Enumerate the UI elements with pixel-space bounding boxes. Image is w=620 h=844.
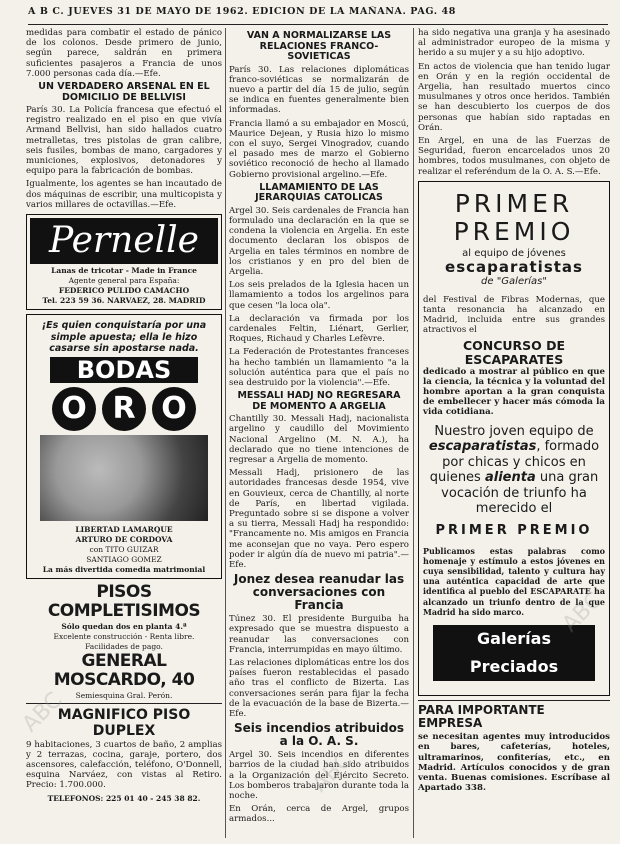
page-header: A B C. JUEVES 31 DE MAYO DE 1962. EDICION DE LA MAÑANA. PAG. 48 xyxy=(28,6,608,25)
letter-badge: O xyxy=(52,387,96,431)
ad-body: dedicado a mostrar al público en que la ciencia, la técnica y la voluntad del hombre aportan a la gran conquista de embellecer y hacer más cómoda la vida cotidiana. xyxy=(423,366,605,418)
ad-body: Publicamos estas palabras como homenaje y estímulo a estos jóvenes en cuya sensibilidad, talento y cultura hay una auténtica capacidad de arte que identifica al pueblo del ESCAPARATE ha alcanzado un triunfo dentro de la que Madrid ha sido marco. xyxy=(423,545,605,617)
ad-line: Excelente construcción - Renta libre. xyxy=(53,631,195,641)
ad-line: Lanas de tricotar - Made in France xyxy=(51,266,197,276)
slogan-part: escaparatistas xyxy=(428,439,537,455)
slogan-part: , formado por chicas y chicos en quienes xyxy=(429,439,600,486)
ad-line: Agente general para España: xyxy=(68,276,180,286)
article-paragraph: Argel 30. Seis incendios en diferentes barrios de la ciudad han sido atribuidos a la Organización del Ejército Secreto. Los bomberos trabajaron durante toda la noche. xyxy=(229,750,409,802)
ad-line: Sólo quedan dos en planta 4.ª xyxy=(61,621,187,631)
ad-body: se necesitan agentes muy introducidos en bares, cafeterías, hoteles, ultramarinos, confiterías, etc., en Madrid. Artículos conocidos y de gran venta. Buenas comisiones. Escríbase al Apartado 338. xyxy=(418,732,610,794)
article-paragraph: Igualmente, los agentes se han incautado de dos máquinas de escribir, una multicopista y varios millares de octavillas.—Efe. xyxy=(26,179,222,210)
article-paragraph: ha sido negativa una granja y ha asesinado al administrador europeo de la misma y herido a su mujer y a su hijo adoptivo. xyxy=(418,28,610,59)
article-paragraph: En actos de violencia que han tenido lugar en Orán y en la región occidental de Argelia, han resultado muertos cinco musulmanes y otros once heridos. También se han descubierto los cuerpos de dos personas que habían sido raptadas en Orán. xyxy=(418,61,610,133)
column-divider xyxy=(413,28,414,838)
divider xyxy=(418,700,610,701)
article-paragraph: En Orán, cerca de Argel, grupos armados... xyxy=(229,804,409,825)
article-paragraph: En Argel, en una de las Fuerzas de Seguridad, fueron encarcelados unos 20 hombres, todos musulmanes, con objeto de realizar el referéndum de la O. A. S.—Efe. xyxy=(418,136,610,177)
premio-title-2: PRIMER PREMIO xyxy=(435,522,593,538)
column-right xyxy=(418,28,610,840)
cast-line: ARTURO DE CORDOVA xyxy=(75,534,173,544)
headline-arsenal: UN VERDADERO ARSENAL EN EL DOMICILIO DE BELLVISI xyxy=(38,81,210,103)
article-paragraph: Francia llamó a su embajador en Moscú, Maurice Dejean, y Rusia hizo lo mismo con el suyo, Sergei Vinogradov, cuando el pasado mes de marzo el Gobierno soviético reconoció de hecho al llamado Gobierno provisional argelino.—Efe. xyxy=(229,118,409,180)
watermark: ABC xyxy=(17,687,68,738)
ad-line: escaparatistas xyxy=(445,257,583,276)
headline-jerarquias: LLAMAMIENTO DE LAS JERARQUIAS CATOLICAS xyxy=(255,181,383,204)
slogan-part: alienta xyxy=(484,470,536,486)
ad-body: del Festival de Fibras Modernas, que tanta resonancia ha alcanzado en Madrid, incluida entre sus grandes atractivos el xyxy=(423,294,605,336)
ad-title: MAGNIFICO PISO DUPLEX xyxy=(57,706,191,739)
ad-slogan xyxy=(423,424,605,517)
ad-galerias-premio xyxy=(418,181,610,696)
pernelle-logo: Pernelle xyxy=(30,218,218,264)
film-quote: ¡Es quien conquistaría por una simple apuesta; ella le hizo casarse sin apostarse nada. xyxy=(41,320,207,355)
cast-line: LIBERTAD LAMARQUE xyxy=(75,524,173,534)
ad-bodas-de-oro xyxy=(26,314,222,579)
ad-address: GENERAL MOSCARDO, 40 xyxy=(53,650,195,690)
galerias-logo: Galerías Preciados xyxy=(433,625,595,681)
ad-line: al equipo de jóvenes xyxy=(462,247,566,259)
article-paragraph: Túnez 30. El presidente Burguiba ha expresado que se muestra dispuesto a reanudar las conversaciones con Francia, interrumpidas en mayo último. xyxy=(229,614,409,655)
column-divider xyxy=(225,28,226,838)
cast-line: SANTIAGO GOMEZ xyxy=(86,554,162,564)
headline-incendios: Seis incendios atribuidos a la O. A. S. xyxy=(233,721,405,749)
letter-badge: O xyxy=(152,387,196,431)
ad-title: PARA IMPORTANTE EMPRESA xyxy=(418,703,545,731)
film-tagline: La más divertida comedia matrimonial xyxy=(42,564,206,574)
article-paragraph: La Federación de Protestantes franceses ha hecho también un llamamiento "a la solución auténtica para que el país no sea destruido por la violencia".—Efe. xyxy=(229,347,409,388)
headline-relaciones: VAN A NORMALIZARSE LAS RELACIONES FRANCO-SOVIETICAS xyxy=(246,30,392,62)
article-paragraph: Argel 30. Seis cardenales de Francia han formulado una declaración en la que se condena la violencia en Argelia. En este documento declaran los obispos de Argelia en tales términos en nombre de los cristianos y en pro del bien de Argelia. xyxy=(229,205,409,277)
cast-line: con TITO GUIZAR xyxy=(89,544,159,554)
film-title-oro xyxy=(30,387,218,431)
watermark: ABC xyxy=(557,587,608,638)
ad-line: de "Galerías" xyxy=(481,275,547,287)
premio-title: PRIMER PREMIO xyxy=(453,188,575,246)
ad-body: 9 habitaciones, 3 cuartos de baño, 2 amplias y 2 terrazas, cocina, garaje, portero, dos ascensores, calefacción, teléfono, O'Donnell, esquina Narváez, con vistas al Retiro. Precio: 1.700.000. xyxy=(26,739,222,791)
ad-line: Tel. 223 59 36. NARVAEZ, 28. MADRID xyxy=(42,296,206,306)
article-paragraph: medidas para combatir el estado de pánico de los colonos. Desde primero de junio, según parece, saldrán en primera suficientes pasajeros a Francia de unos 7.000 personas cada día.—Efe. xyxy=(26,28,222,79)
divider xyxy=(26,703,222,704)
film-title: BODAS xyxy=(50,357,198,383)
ad-line: Semiesquina Gral. Perón. xyxy=(75,690,173,700)
ad-duplex xyxy=(26,707,222,803)
column-left xyxy=(26,28,222,840)
article-paragraph: Las relaciones diplomáticas entre los dos países fueron restablecidas el pasado año tras el conflicto de Bizerta. Las conversaciones serán para fijar la fecha de la evacuación de la base de Bizerta.—Efe. xyxy=(229,658,409,720)
slogan-part: una gran vocación de triunfo ha merecido el xyxy=(441,470,599,517)
film-photo xyxy=(40,435,208,521)
ad-pisos xyxy=(26,583,222,700)
article-paragraph: París 30. Las relaciones diplomáticas franco-soviéticas se normalizarán de nuevo a partir del día 15 de julio, según se indica en fuentes generalmente bien informadas. xyxy=(229,64,409,116)
slogan-part: Nuestro joven equipo de xyxy=(434,423,594,439)
ad-line: Facilidades de pago. xyxy=(85,641,163,651)
article-paragraph: París 30. La Policía francesa que efectuó el registro realizado en el piso en que vivía Armand Bellvisi, han sido hallados cuatro metralletas, tres pistolas de gran calibre, seis fusiles, bombas de mano, cargadores y municiones, explosivos, detonadores y equipo para la fabricación de bombas. xyxy=(26,105,222,177)
ad-pernelle xyxy=(26,214,222,310)
article-paragraph: Messali Hadj, prisionero de las autoridades francesas desde 1954, vive en Gouvieux, cerca de Chantilly, al norte de París, en libertad vigilada. Preguntado sobre si se dispone a volver a su tierra, Messali Hadj ha respondido: "Francamente no. Mis amigos en Francia me aconsejan que no vaya. Pero espero poder ir algún día de nuevo mi patria".—Efe. xyxy=(229,468,409,571)
concurso-title: CONCURSO DE ESCAPARATES xyxy=(462,337,566,367)
ad-phone: TELEFONOS: 225 01 40 - 245 38 82. xyxy=(47,793,201,803)
ad-line: FEDERICO PULIDO CAMACHO xyxy=(58,286,190,296)
watermark: ABC xyxy=(307,747,358,798)
ad-title: PISOS COMPLETISIMOS xyxy=(47,581,201,621)
article-paragraph: Los seis prelados de la Iglesia hacen un llamamiento a todos los argelinos para que cesen "la loca ola". xyxy=(229,280,409,311)
column-middle xyxy=(229,28,409,840)
headline-messali: MESSALI HADJ NO REGRESARA DE MOMENTO A ARGELIA xyxy=(237,390,401,412)
article-paragraph: La declaración va firmada por los cardenales Feltin, Liénart, Gerlier, Roques, Richaud y Charles Lefèvre. xyxy=(229,313,409,345)
letter-badge: R xyxy=(102,387,146,431)
article-paragraph: Chantilly 30. Messali Hadj, nacionalista argelino y caudillo del Movimiento Nacional Argelino (M. N. A.), ha declarado que no tiene intenciones de regresar a Argelia de momento. xyxy=(229,414,409,465)
headline-tunez: Jonez desea reanudar las conversaciones con Francia xyxy=(233,572,405,613)
